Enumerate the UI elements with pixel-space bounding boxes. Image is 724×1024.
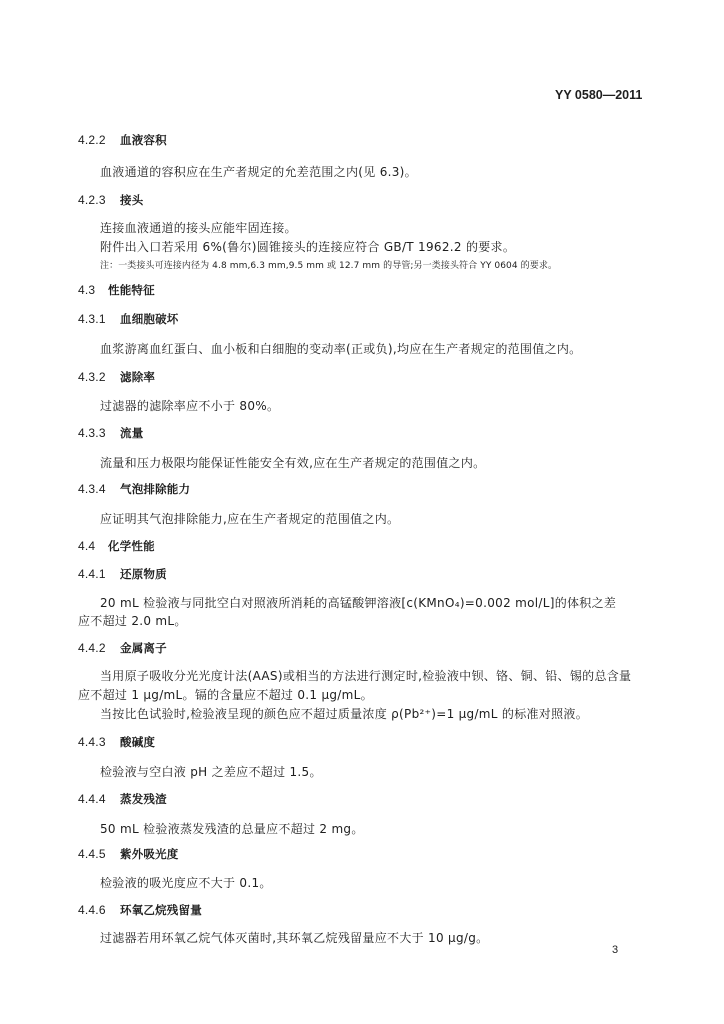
section-number: 4.3 [78, 283, 96, 297]
section-heading-4-2-3 [78, 192, 143, 208]
section-heading-4-4-3 [78, 734, 155, 750]
paragraph-continuation: 应不超过 2.0 mL。 [78, 614, 187, 628]
section-title: 环氧乙烷残留量 [120, 903, 202, 917]
section-number: 4.3.4 [78, 482, 106, 496]
section-heading-4-4-6 [78, 902, 202, 918]
section-number: 4.4.1 [78, 567, 106, 581]
section-title: 血细胞破坏 [120, 312, 179, 326]
section-heading-4-4-5 [78, 846, 179, 862]
section-title: 紫外吸光度 [120, 847, 179, 861]
section-heading-4-3 [78, 282, 155, 298]
section-title: 化学性能 [108, 539, 155, 553]
section-title: 流量 [120, 426, 144, 440]
paragraph: 附件出入口若采用 6%(鲁尔)圆锥接头的连接应符合 GB/T 1962.2 的要求。 [100, 240, 516, 254]
section-title: 滤除率 [120, 370, 156, 384]
paragraph: 血浆游离血红蛋白、血小板和白细胞的变动率(正或负),均应在生产者规定的范围值之内。 [100, 342, 582, 356]
paragraph: 血液通道的容积应在生产者规定的允差范围之内(见 6.3)。 [100, 165, 417, 179]
paragraph: 过滤器的滤除率应不小于 80%。 [100, 399, 280, 413]
paragraph: 检验液的吸光度应不大于 0.1。 [100, 876, 272, 890]
section-number: 4.2.3 [78, 193, 106, 207]
section-heading-4-3-2 [78, 369, 155, 385]
section-heading-4-3-1 [78, 311, 179, 327]
section-number: 4.2.2 [78, 133, 106, 147]
section-heading-4-2-2 [78, 132, 167, 148]
section-title: 血液容积 [120, 133, 167, 147]
section-number: 4.4 [78, 539, 96, 553]
paragraph: 检验液与空白液 pH 之差应不超过 1.5。 [100, 765, 322, 779]
section-heading-4-3-3 [78, 425, 143, 441]
section-heading-4-4-2 [78, 640, 167, 656]
section-title: 接头 [120, 193, 144, 207]
section-title: 酸碱度 [120, 735, 156, 749]
paragraph: 50 mL 检验液蒸发残渣的总量应不超过 2 mg。 [100, 822, 364, 836]
section-title: 还原物质 [120, 567, 167, 581]
section-number: 4.4.2 [78, 641, 106, 655]
page-number: 3 [612, 944, 619, 956]
paragraph: 20 mL 检验液与同批空白对照液所消耗的高锰酸钾溶液[c(KMnO₄)=0.002 mol/L]的体积之差 [100, 596, 617, 610]
section-number: 4.4.6 [78, 903, 106, 917]
paragraph: 应证明其气泡排除能力,应在生产者规定的范围值之内。 [100, 512, 400, 526]
section-heading-4-3-4 [78, 481, 190, 497]
paragraph: 连接血液通道的接头应能牢固连接。 [100, 221, 297, 235]
paragraph: 流量和压力极限均能保证性能安全有效,应在生产者规定的范围值之内。 [100, 456, 486, 470]
section-number: 4.4.3 [78, 735, 106, 749]
section-number: 4.3.3 [78, 426, 106, 440]
section-number: 4.3.2 [78, 370, 106, 384]
paragraph: 当用原子吸收分光光度计法(AAS)或相当的方法进行测定时,检验液中钡、铬、铜、铅、锡的总含量 [100, 669, 632, 683]
note: 注：一类接头可连接内径为 4.8 mm,6.3 mm,9.5 mm 或 12.7 mm 的导管;另一类接头符合 YY 0604 的要求。 [100, 261, 558, 271]
document-code: YY 0580—2011 [555, 88, 643, 102]
section-heading-4-4 [78, 538, 155, 554]
section-heading-4-4-1 [78, 566, 167, 582]
section-heading-4-4-4 [78, 791, 167, 807]
paragraph-continuation: 应不超过 1 μg/mL。镉的含量应不超过 0.1 μg/mL。 [78, 688, 373, 702]
section-number: 4.3.1 [78, 312, 106, 326]
section-title: 蒸发残渣 [120, 792, 167, 806]
section-number: 4.4.5 [78, 847, 106, 861]
paragraph: 过滤器若用环氧乙烷气体灭菌时,其环氧乙烷残留量应不大于 10 μg/g。 [100, 931, 489, 945]
section-title: 气泡排除能力 [120, 482, 191, 496]
section-title: 金属离子 [120, 641, 167, 655]
paragraph: 当按比色试验时,检验液呈现的颜色应不超过质量浓度 ρ(Pb²⁺)=1 μg/mL 的标准对照液。 [100, 707, 588, 721]
section-title: 性能特征 [108, 283, 155, 297]
section-number: 4.4.4 [78, 792, 106, 806]
